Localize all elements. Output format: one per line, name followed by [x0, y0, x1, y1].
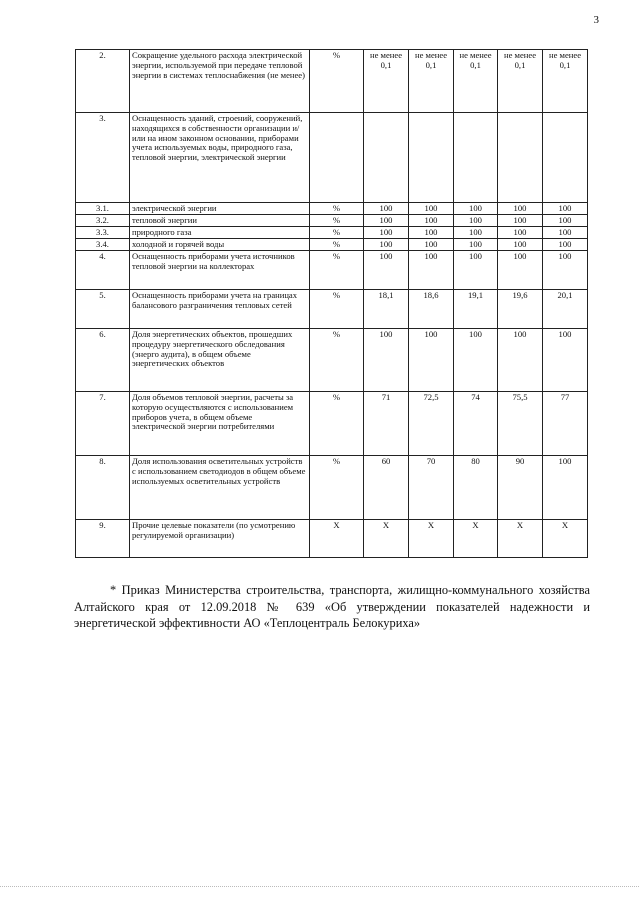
value-cell: 100	[498, 329, 543, 392]
indicator-description: Оснащенность приборами учета источников тепловой энергии на коллекторах	[130, 251, 310, 290]
table-row	[76, 520, 588, 558]
value-cell: 70	[409, 456, 454, 520]
row-number: 7.	[76, 392, 130, 456]
value-cell: 100	[409, 203, 454, 215]
table-row	[76, 215, 588, 227]
value-cell: 100	[543, 203, 588, 215]
value-cell: 100	[364, 251, 409, 290]
value-cell: 100	[409, 239, 454, 251]
table-row	[76, 392, 588, 456]
value-cell	[543, 113, 588, 203]
value-cell: 100	[543, 227, 588, 239]
table-row	[76, 329, 588, 392]
page-number: 3	[593, 14, 599, 26]
value-cell: 100	[409, 329, 454, 392]
table-row	[76, 290, 588, 329]
row-number: 4.	[76, 251, 130, 290]
indicator-description: электрической энергии	[130, 203, 310, 215]
indicator-description: холодной и горячей воды	[130, 239, 310, 251]
value-cell: 100	[454, 251, 498, 290]
value-cell: Х	[543, 520, 588, 558]
table-row	[76, 203, 588, 215]
value-cell: 75,5	[498, 392, 543, 456]
value-cell: 100	[364, 239, 409, 251]
value-cell: 19,1	[454, 290, 498, 329]
value-cell: 100	[498, 203, 543, 215]
unit-cell: %	[310, 215, 364, 227]
value-cell: 18,1	[364, 290, 409, 329]
unit-cell: %	[310, 392, 364, 456]
value-cell: 20,1	[543, 290, 588, 329]
unit-cell: %	[310, 239, 364, 251]
unit-cell: %	[310, 227, 364, 239]
value-cell: 90	[498, 456, 543, 520]
value-cell	[454, 113, 498, 203]
value-cell: 80	[454, 456, 498, 520]
value-cell: 100	[364, 329, 409, 392]
row-number: 9.	[76, 520, 130, 558]
value-cell: Х	[409, 520, 454, 558]
value-cell: не менее 0,1	[498, 50, 543, 113]
indicator-description: Оснащенность зданий, строений, сооружений, находящихся в собственности организации и/или на ином законном основании, приборами учета используемых воды, природного газа, тепловой энергии, электрической энергии	[130, 113, 310, 203]
value-cell: 77	[543, 392, 588, 456]
row-number: 2.	[76, 50, 130, 113]
value-cell: 72,5	[409, 392, 454, 456]
value-cell: не менее 0,1	[454, 50, 498, 113]
value-cell: 100	[364, 227, 409, 239]
indicator-description: Прочие целевые показатели (по усмотрению регулируемой организации)	[130, 520, 310, 558]
indicators-table	[75, 49, 588, 558]
value-cell: 100	[543, 456, 588, 520]
indicator-description: Сокращение удельного расхода электрической энергии, используемой при передаче тепловой энергии в системах теплоснабжения (не менее)	[130, 50, 310, 113]
value-cell: 100	[454, 215, 498, 227]
indicator-description: Доля использования осветительных устройств с использованием светодиодов в общем объеме используемых осветительных устройств	[130, 456, 310, 520]
table-row	[76, 251, 588, 290]
value-cell: Х	[364, 520, 409, 558]
unit-cell: %	[310, 251, 364, 290]
indicator-description: тепловой энергии	[130, 215, 310, 227]
value-cell: 100	[409, 251, 454, 290]
value-cell: 100	[498, 239, 543, 251]
value-cell: 100	[543, 329, 588, 392]
footnote: * Приказ Министерства строительства, транспорта, жилищно-коммунального хозяйства Алтайского края от 12.09.2018 № 639 «Об утверждении показателей надежности и энергетической эффективности АО «Теплоцентраль Белокуриха»	[74, 583, 590, 630]
value-cell: 100	[543, 215, 588, 227]
unit-cell: %	[310, 203, 364, 215]
table-row	[76, 239, 588, 251]
page-divider	[0, 886, 639, 887]
value-cell: не менее 0,1	[364, 50, 409, 113]
value-cell: Х	[498, 520, 543, 558]
unit-cell: %	[310, 329, 364, 392]
value-cell: Х	[454, 520, 498, 558]
value-cell	[409, 113, 454, 203]
value-cell: 100	[543, 239, 588, 251]
unit-cell: Х	[310, 520, 364, 558]
row-number: 3.3.	[76, 227, 130, 239]
value-cell: 74	[454, 392, 498, 456]
value-cell: 100	[454, 239, 498, 251]
value-cell	[364, 113, 409, 203]
value-cell: 100	[498, 227, 543, 239]
row-number: 6.	[76, 329, 130, 392]
unit-cell: %	[310, 290, 364, 329]
value-cell: 100	[454, 329, 498, 392]
row-number: 5.	[76, 290, 130, 329]
row-number: 3.	[76, 113, 130, 203]
table-row	[76, 113, 588, 203]
row-number: 3.1.	[76, 203, 130, 215]
value-cell: 71	[364, 392, 409, 456]
unit-cell: %	[310, 456, 364, 520]
indicator-description: Доля энергетических объектов, прошедших процедуру энергетического обследования (энерго аудита), в общем объеме энергетических объектов	[130, 329, 310, 392]
value-cell: не менее 0,1	[409, 50, 454, 113]
row-number: 3.2.	[76, 215, 130, 227]
indicator-description: Оснащенность приборами учета на границах балансового разграничения тепловых сетей	[130, 290, 310, 329]
value-cell: не менее 0,1	[543, 50, 588, 113]
value-cell	[498, 113, 543, 203]
table-row	[76, 456, 588, 520]
value-cell: 19,6	[498, 290, 543, 329]
value-cell: 100	[409, 227, 454, 239]
value-cell: 100	[543, 251, 588, 290]
value-cell: 18,6	[409, 290, 454, 329]
value-cell: 100	[454, 227, 498, 239]
indicator-description: природного газа	[130, 227, 310, 239]
value-cell: 100	[498, 215, 543, 227]
table-row	[76, 50, 588, 113]
unit-cell: %	[310, 50, 364, 113]
value-cell: 100	[409, 215, 454, 227]
value-cell: 100	[498, 251, 543, 290]
unit-cell	[310, 113, 364, 203]
value-cell: 100	[454, 203, 498, 215]
value-cell: 100	[364, 215, 409, 227]
value-cell: 100	[364, 203, 409, 215]
row-number: 8.	[76, 456, 130, 520]
indicator-description: Доля объемов тепловой энергии, расчеты за которую осуществляются с использованием приборов учета, в общем объеме электрической энергии потребителями	[130, 392, 310, 456]
table-row	[76, 227, 588, 239]
value-cell: 60	[364, 456, 409, 520]
row-number: 3.4.	[76, 239, 130, 251]
